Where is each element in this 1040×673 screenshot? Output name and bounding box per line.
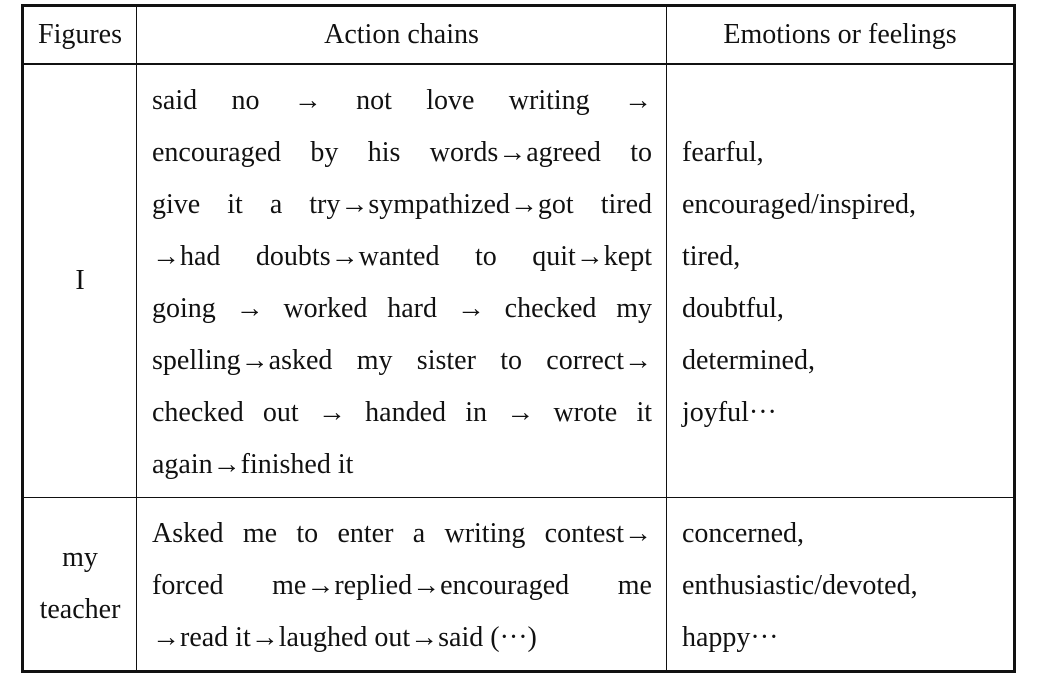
emotion-line: tired, xyxy=(682,241,741,272)
emotion-line-placeholder xyxy=(682,75,1003,127)
action-line: again→finished it xyxy=(152,449,354,480)
emotion-line: fearful, xyxy=(682,137,764,168)
figure-label: I xyxy=(75,265,85,296)
action-line: Asked me to enter a writing contest→ xyxy=(152,518,652,549)
header-figures: Figures xyxy=(23,6,137,65)
emotion-line: concerned, xyxy=(682,518,805,549)
emotion-line: joyful··· xyxy=(682,397,777,428)
action-chain-cell-my-teacher xyxy=(137,498,667,672)
emotion-line: encouraged/inspired, xyxy=(682,189,917,220)
header-action-chains: Action chains xyxy=(137,6,667,65)
table-row-my-teacher xyxy=(23,498,1015,672)
emotion-cell-my-teacher xyxy=(667,498,1015,672)
emotion-cell-i xyxy=(667,64,1015,498)
action-line: →had doubts→wanted to quit→kept xyxy=(152,241,652,272)
emotion-line: happy··· xyxy=(682,622,779,653)
action-chain-cell-i xyxy=(137,64,667,498)
figure-label-line: my xyxy=(62,542,98,573)
action-line: going → worked hard → checked my xyxy=(152,293,652,324)
emotion-line: doubtful, xyxy=(682,293,784,324)
action-line: forced me→replied→encouraged me xyxy=(152,570,652,601)
table-row-i xyxy=(23,64,1015,498)
emotion-line: enthusiastic/devoted, xyxy=(682,570,918,601)
figure-cell-i xyxy=(23,64,137,498)
header-row xyxy=(23,6,1015,65)
action-line: spelling→asked my sister to correct→ xyxy=(152,345,652,376)
figure-cell-my-teacher xyxy=(23,498,137,672)
header-emotions: Emotions or feelings xyxy=(667,6,1015,65)
action-chain-table xyxy=(21,4,1016,673)
action-line: →read it→laughed out→said (···) xyxy=(152,622,537,653)
action-line: encouraged by his words→agreed to xyxy=(152,137,652,168)
emotion-line: determined, xyxy=(682,345,815,376)
action-line: give it a try→sympathized→got tired xyxy=(152,189,652,220)
figure-label-line: teacher xyxy=(39,594,121,625)
action-line: said no → not love writing → xyxy=(152,85,652,116)
action-line: checked out → handed in → wrote it xyxy=(152,397,652,428)
